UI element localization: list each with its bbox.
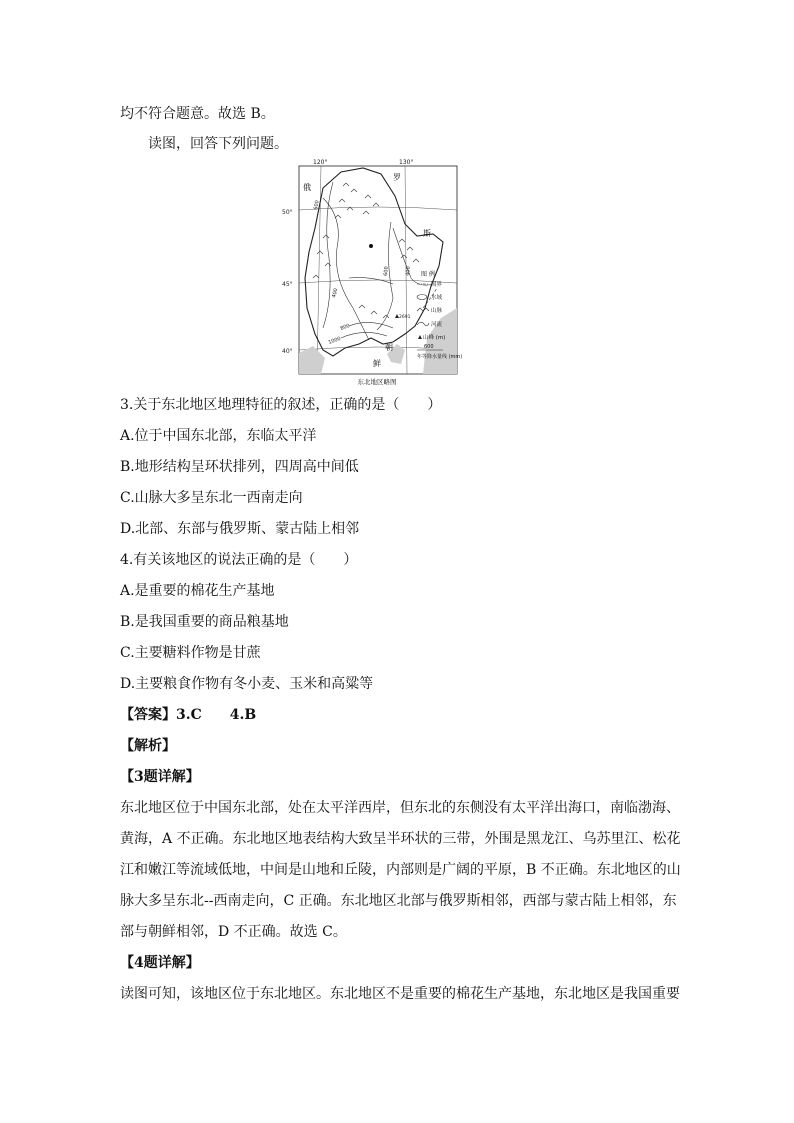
contour-label: 400 [405,266,412,277]
place-label: 斯 [423,229,431,238]
question-option: B.地形结构呈环状排列，四周高中间低 [120,459,359,475]
q3-text-line: 脉大多呈东北--西南走向，C 正确。东北地区北部与俄罗斯相邻，西部与蒙古陆上相邻，东 [120,893,677,909]
answer-line: 【答案】3.C 4.B [120,707,257,723]
question-option: D.北部、东部与俄罗斯、蒙古陆上相邻 [120,521,360,537]
legend-item: 水域 [431,295,443,301]
place-label: 鲜 [373,359,381,368]
place-label: 朝 [385,343,393,352]
question-option: A.是重要的棉花生产基地 [120,583,275,599]
legend-item: 河流 [431,322,443,328]
northeast-map-figure [282,158,463,388]
legend-item: 山脉 [431,308,443,314]
q3-text-line: 黄海，A 不正确。东北地区地表结构大致呈半环状的三带，外围是黑龙江、乌苏里江、松花 [120,831,681,847]
city-dot [369,244,373,248]
instruction: 读图，回答下列问题。 [148,136,288,152]
legend-title: 图 例 [421,271,435,278]
place-label: 罗 [393,173,401,182]
question-option: D.主要粮食作物有冬小麦、玉米和高粱等 [120,676,374,692]
q4-text-line: 读图可知，该地区位于东北地区。东北地区不是重要的棉花生产基地，东北地区是我国重要 [120,986,680,1002]
lon-label: 130° [399,159,414,166]
question-option: C.主要糖料作物是甘蔗 [120,645,261,661]
text-line: 均不符合题意。故选 B。 [120,106,275,122]
q3-text-line: 东北地区位于中国东北部，处在太平洋西岸，但东北的东侧没有太平洋出海口，南临渤海、 [120,800,680,816]
question-stem: 3.关于东北地区地理特征的叙述，正确的是（ ） [120,397,442,413]
q3-text-line: 江和嫩江等流域低地，中间是山地和丘陵，内部则是广阔的平原，B 不正确。东北地区的山 [120,862,681,878]
question-option: C.山脉大多呈东北一西南走向 [120,490,303,506]
contour-label: 1000 [327,335,342,346]
q3-heading: 【3题详解】 [120,769,200,785]
legend-line-value: 600 [424,344,434,350]
legend-item: 山峰 (m) [423,335,446,341]
contour-label: 400 [331,287,340,299]
question-option: B.是我国重要的商品粮基地 [120,614,289,630]
legend-item: 国界 [431,282,443,288]
peak-label: 2691 [399,315,411,320]
lat-label: 40° [282,348,293,355]
place-label: 俄 [303,183,311,192]
contour-label: 600 [383,266,390,277]
q4-heading: 【4题详解】 [120,955,200,971]
map-caption: 东北地区略图 [357,378,397,386]
legend-item: 年等降水量线 (mm) [417,354,463,360]
question-option: A.位于中国东北部，东临太平洋 [120,428,317,444]
question-stem: 4.有关该地区的说法正确的是（ ） [120,552,358,568]
lat-label: 45° [282,281,293,288]
contour-label: 800 [339,322,351,332]
q3-text-line: 部与朝鲜相邻，D 不正确。故选 C。 [120,924,347,940]
analysis-heading: 【解析】 [120,738,176,754]
contour-label: 600 [313,199,321,211]
lon-label: 120° [313,159,328,166]
lat-label: 50° [282,209,293,216]
